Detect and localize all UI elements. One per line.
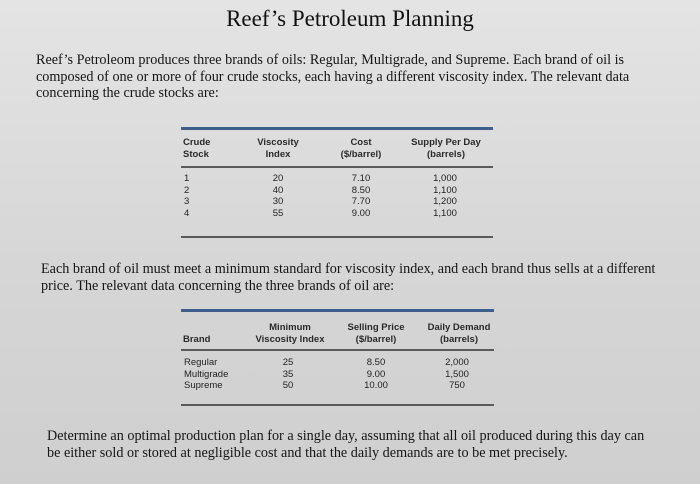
table-top-rule bbox=[181, 127, 493, 130]
table-cell: 35 bbox=[282, 368, 294, 380]
header-line: Viscosity Index bbox=[255, 333, 325, 345]
header-line: Daily Demand bbox=[427, 322, 491, 333]
header-cost bbox=[323, 137, 399, 160]
table-cell: Multigrade bbox=[184, 368, 229, 380]
header-supply-per-day bbox=[403, 137, 489, 160]
header-line: (barrels) bbox=[426, 148, 465, 160]
header-line: Crude bbox=[183, 137, 211, 148]
table-cell: 1,100 bbox=[433, 184, 457, 196]
header-daily-demand bbox=[418, 322, 500, 345]
table-cell: Supreme bbox=[184, 380, 223, 391]
header-line: Cost bbox=[350, 137, 372, 148]
header-line: Minimum bbox=[269, 322, 311, 333]
intro-paragraph: Reef’s Petroleom produces three brands of oils: Regular, Multigrade, and Supreme. Each brand of oil is composed of one or more of four crude stocks, each having a different viscosity index. The relevant data concerning the crude stocks are: bbox=[36, 52, 630, 101]
table-cell: 40 bbox=[272, 184, 284, 196]
table-column-brand bbox=[184, 357, 254, 392]
table-bottom-rule bbox=[181, 404, 494, 406]
table-column-viscosity bbox=[258, 173, 298, 219]
table-column-cost bbox=[336, 173, 386, 219]
header-line: Selling Price bbox=[347, 322, 405, 333]
table-cell: 7.10 bbox=[351, 173, 371, 184]
header-brand bbox=[183, 334, 243, 346]
table-cell: 7.70 bbox=[351, 196, 371, 207]
header-crude-stock bbox=[183, 137, 233, 160]
page-title: Reef’s Petroleum Planning bbox=[226, 6, 474, 31]
table-cell: 9.00 bbox=[351, 207, 371, 219]
header-rule bbox=[181, 166, 493, 168]
table-cell: 1,100 bbox=[433, 207, 457, 219]
table-cell: 1,200 bbox=[433, 196, 457, 207]
table-bottom-rule bbox=[181, 236, 493, 238]
table-cell: 8.50 bbox=[351, 184, 371, 196]
question-paragraph: Determine an optimal production plan for a single day, assuming that all oil produced during this day can be either sold or stored at negligible cost and that the daily demands are to be met precisely. bbox=[47, 428, 645, 461]
header-rule bbox=[181, 349, 494, 351]
table-cell: 750 bbox=[449, 380, 465, 391]
header-viscosity-index bbox=[243, 137, 313, 160]
header-line: Viscosity bbox=[257, 137, 299, 148]
header-line: ($/barrel) bbox=[355, 333, 397, 345]
table-cell: 2 bbox=[184, 184, 190, 196]
table-cell: 1,000 bbox=[433, 173, 457, 184]
table-cell: 3 bbox=[184, 196, 190, 207]
table-column-min-viscosity bbox=[268, 357, 308, 392]
header-selling-price bbox=[338, 322, 414, 345]
table-cell: 10.00 bbox=[364, 380, 388, 391]
table-cell: 30 bbox=[272, 196, 284, 207]
table-column-supply bbox=[420, 173, 470, 219]
header-line: (barrels) bbox=[439, 333, 478, 345]
table-column-demand bbox=[432, 357, 482, 392]
table-cell: 50 bbox=[282, 380, 294, 391]
table-cell: Regular bbox=[184, 357, 218, 368]
header-line: ($/barrel) bbox=[340, 148, 382, 160]
table-cell: 20 bbox=[272, 173, 284, 184]
header-minimum-viscosity bbox=[247, 322, 333, 345]
table-cell: 55 bbox=[272, 207, 284, 219]
table-column-price bbox=[351, 357, 401, 392]
header-line: Index bbox=[265, 148, 291, 160]
table-cell: 25 bbox=[282, 357, 294, 368]
table-cell: 1,500 bbox=[445, 368, 469, 380]
header-line: Stock bbox=[183, 148, 209, 160]
table-column-stock bbox=[184, 173, 214, 219]
table-cell: 8.50 bbox=[366, 357, 386, 368]
table-cell: 1 bbox=[184, 173, 190, 184]
table-cell: 2,000 bbox=[445, 357, 469, 368]
middle-paragraph: Each brand of oil must meet a minimum standard for viscosity index, and each brand thus sells at a different price. The relevant data concerning the three brands of oil are: bbox=[41, 261, 656, 294]
header-line: Brand bbox=[183, 334, 211, 345]
table-cell: 9.00 bbox=[366, 368, 386, 380]
header-line: Supply Per Day bbox=[411, 137, 481, 148]
table-cell: 4 bbox=[184, 207, 190, 219]
table-top-rule bbox=[181, 309, 494, 312]
